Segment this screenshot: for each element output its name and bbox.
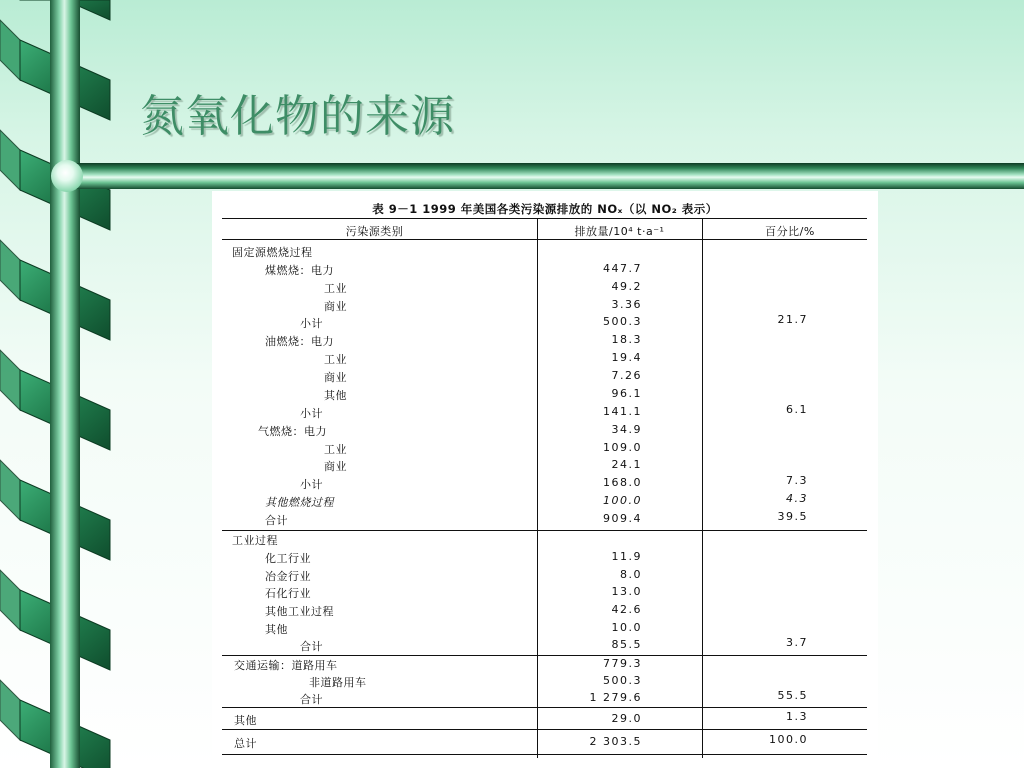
row-label: 工业: [324, 353, 347, 366]
table-row: [212, 405, 878, 422]
table-row: [212, 494, 878, 511]
row-label: 合计: [300, 693, 323, 706]
row-label: 其他: [234, 714, 257, 727]
row-value: 100.0: [603, 494, 642, 507]
row-label: 其他工业过程: [265, 605, 334, 618]
row-label: 小计: [300, 478, 323, 491]
table-row: [212, 351, 878, 368]
row-percent: 21.7: [777, 313, 808, 326]
table-row: [212, 441, 878, 458]
row-value: 49.2: [611, 280, 642, 293]
row-label: 煤燃烧：电力: [265, 264, 334, 277]
table-header-rule: [222, 239, 867, 240]
row-value: 109.0: [603, 441, 642, 454]
table-row: [212, 315, 878, 332]
page-title: 氮氧化物的来源: [140, 91, 455, 142]
table-row: [212, 712, 878, 729]
row-label: 合计: [265, 514, 288, 527]
table-row: [212, 369, 878, 386]
row-label: 油燃烧：电力: [265, 335, 334, 348]
row-value: 11.9: [611, 550, 642, 563]
row-label: 商业: [324, 460, 347, 473]
row-label: 其他: [324, 389, 347, 402]
row-percent: 39.5: [777, 510, 808, 523]
table-row: [212, 512, 878, 529]
row-label: 工业过程: [232, 534, 278, 547]
header-source-category: 污染源类别: [345, 225, 404, 238]
row-percent: 4.3: [786, 492, 808, 505]
row-value: 3.36: [611, 298, 642, 311]
row-value: 8.0: [620, 568, 642, 581]
row-percent: 6.1: [786, 403, 808, 416]
row-label: 商业: [324, 371, 347, 384]
table-caption: 表 9－1 1999 年美国各类污染源排放的 NOₓ（以 NO₂ 表示）: [372, 202, 718, 216]
row-label: 其他燃烧过程: [265, 496, 334, 509]
row-label: 固定源燃烧过程: [232, 246, 313, 259]
row-percent: 3.7: [786, 636, 808, 649]
pole-knob: [51, 160, 83, 192]
row-label: 工业: [324, 282, 347, 295]
row-value: 500.3: [603, 315, 642, 328]
row-label: 小计: [300, 407, 323, 420]
section-rule: [222, 530, 867, 531]
row-label: 商业: [324, 300, 347, 313]
row-value: 10.0: [611, 621, 642, 634]
table-row: [212, 603, 878, 620]
table-row: [212, 458, 878, 475]
row-value: 18.3: [611, 333, 642, 346]
row-value: 909.4: [603, 512, 642, 525]
row-label: 冶金行业: [265, 570, 311, 583]
row-label: 交通运输：道路用车: [234, 659, 338, 672]
table-image: [212, 191, 878, 768]
row-label: 合计: [300, 640, 323, 653]
row-label: 石化行业: [265, 587, 311, 600]
table-row: [212, 691, 878, 708]
row-percent: 100.0: [769, 733, 808, 746]
row-value: 7.26: [611, 369, 642, 382]
table-row: [212, 657, 878, 674]
row-value: 29.0: [611, 712, 642, 725]
header-emission: 排放量/10⁴ t·a⁻¹: [574, 225, 665, 238]
vertical-pole: [50, 0, 80, 768]
row-value: 141.1: [603, 405, 642, 418]
row-label: 工业: [324, 443, 347, 456]
row-label: 小计: [300, 317, 323, 330]
row-value: 500.3: [603, 674, 642, 687]
table-row: [212, 550, 878, 567]
row-value: 447.7: [603, 262, 642, 275]
table-bottom-rule: [222, 754, 867, 755]
section-rule: [222, 729, 867, 730]
row-value: 24.1: [611, 458, 642, 471]
table-row: [212, 262, 878, 279]
row-value: 168.0: [603, 476, 642, 489]
row-label: 其他: [265, 623, 288, 636]
row-percent: 7.3: [786, 474, 808, 487]
row-value: 13.0: [611, 585, 642, 598]
row-label: 气燃烧：电力: [258, 425, 327, 438]
table-row: [212, 532, 878, 549]
row-percent: 55.5: [777, 689, 808, 702]
table-row: [212, 735, 878, 752]
row-value: 96.1: [611, 387, 642, 400]
section-rule: [222, 655, 867, 656]
row-value: 1 279.6: [589, 691, 642, 704]
row-label: 总计: [234, 737, 257, 750]
table-row: [212, 585, 878, 602]
row-value: 85.5: [611, 638, 642, 651]
row-label: 化工行业: [265, 552, 311, 565]
table-row: [212, 333, 878, 350]
horizontal-title-bar: [66, 163, 1024, 189]
table-row: [212, 280, 878, 297]
table-row: [212, 568, 878, 585]
row-value: 19.4: [611, 351, 642, 364]
table-row: [212, 476, 878, 493]
row-value: 2 303.5: [589, 735, 642, 748]
header-percent: 百分比/%: [765, 225, 815, 238]
table-row: [212, 423, 878, 440]
table-top-rule: [222, 218, 867, 219]
row-percent: 1.3: [786, 710, 808, 723]
table-row: [212, 387, 878, 404]
table-row: [212, 638, 878, 655]
table-row: [212, 244, 878, 261]
row-value: 34.9: [611, 423, 642, 436]
row-label: 非道路用车: [309, 676, 367, 689]
row-value: 779.3: [603, 657, 642, 670]
row-value: 42.6: [611, 603, 642, 616]
left-decoration: [0, 0, 112, 768]
